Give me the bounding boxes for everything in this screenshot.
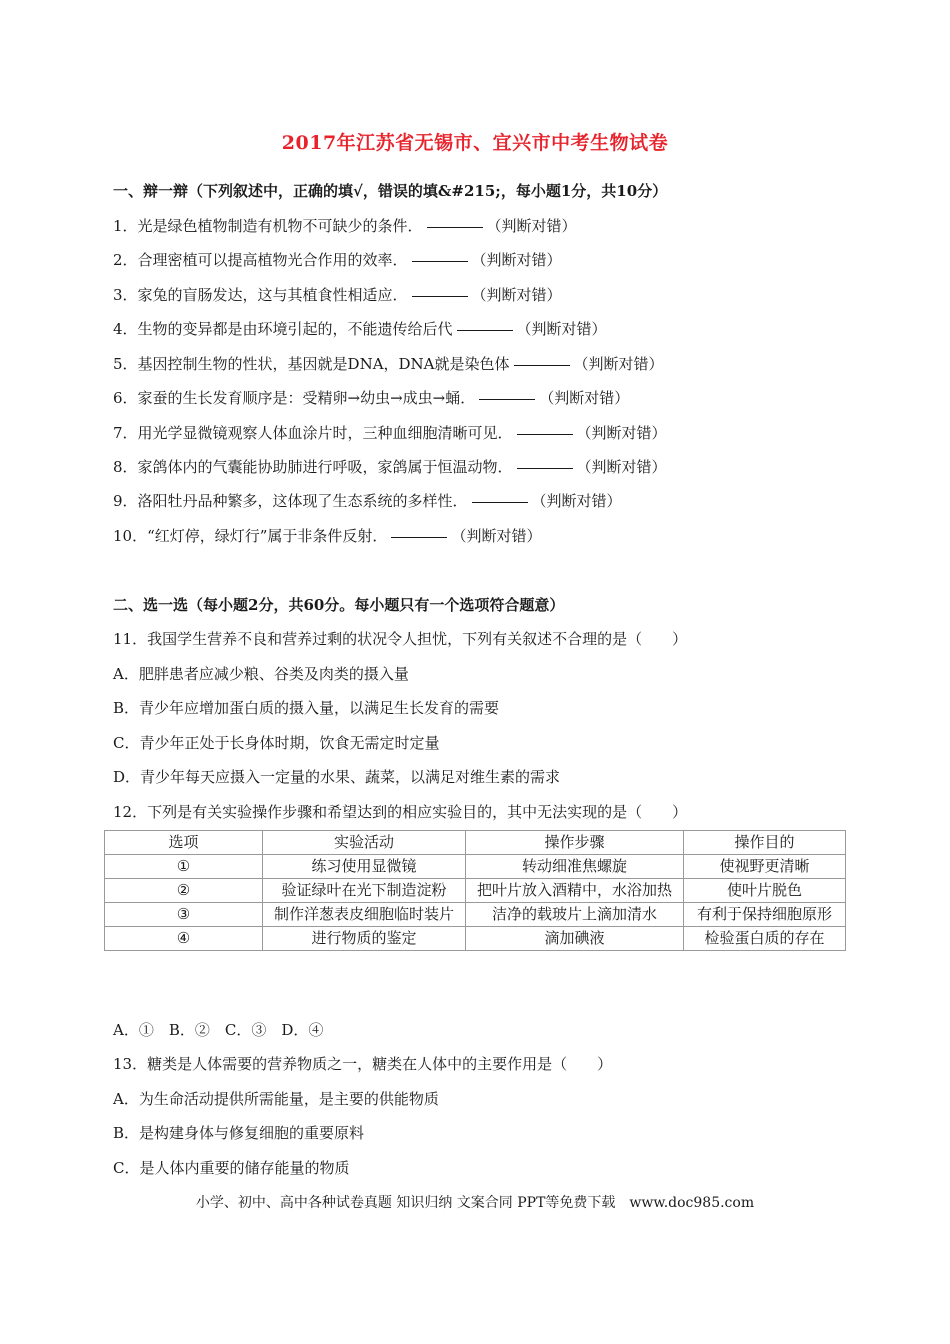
judge-question-3: 3．家兔的盲肠发达，这与其植食性相适应． （判断对错）: [113, 286, 562, 304]
q12-answer-options: A．① B．② C．③ D．④: [113, 1021, 324, 1039]
table-cell: ①: [105, 855, 263, 879]
table-cell: 检验蛋白质的存在: [684, 927, 846, 951]
table-row: [105, 903, 846, 927]
judge-question-6: 6．家蚕的生长发育顺序是：受精卵→幼虫→成虫→蛹． （判断对错）: [113, 389, 630, 407]
table-cell: 滴加碘液: [466, 927, 684, 951]
page-title: 2017年江苏省无锡市、宜兴市中考生物试卷: [281, 132, 669, 154]
q11-option-d: D．青少年每天应摄入一定量的水果、蔬菜，以满足对维生素的需求: [113, 768, 561, 786]
table-cell: 洁净的载玻片上滴加清水: [466, 903, 684, 927]
table-cell: 练习使用显微镜: [263, 855, 466, 879]
table-row: [105, 927, 846, 951]
table-cell: 有利于保持细胞原形: [684, 903, 846, 927]
table-cell: 把叶片放入酒精中，水浴加热: [466, 879, 684, 903]
table-row: [105, 855, 846, 879]
q11-option-c: C．青少年正处于长身体时期，饮食无需定时定量: [113, 734, 440, 752]
table-cell: 使视野更清晰: [684, 855, 846, 879]
table-row: [105, 879, 846, 903]
judge-question-1: 1．光是绿色植物制造有机物不可缺少的条件． （判断对错）: [113, 217, 577, 235]
q12-stem: 12．下列是有关实验操作步骤和希望达到的相应实验目的，其中无法实现的是（ ）: [113, 803, 688, 821]
table-header: 操作目的: [684, 831, 846, 855]
table-header: 操作步骤: [466, 831, 684, 855]
judge-question-4: 4．生物的变异都是由环境引起的，不能遗传给后代 （判断对错）: [113, 320, 607, 338]
table-cell: 转动细准焦螺旋: [466, 855, 684, 879]
table-cell: 使叶片脱色: [684, 879, 846, 903]
judge-question-9: 9．洛阳牡丹品种繁多，这体现了生态系统的多样性． （判断对错）: [113, 492, 622, 510]
judge-question-8: 8．家鸽体内的气囊能协助肺进行呼吸，家鸽属于恒温动物． （判断对错）: [113, 458, 667, 476]
q11-option-b: B．青少年应增加蛋白质的摄入量，以满足生长发育的需要: [113, 699, 500, 717]
page-footer: 小学、初中、高中各种试卷真题 知识归纳 文案合同 PPT等免费下载 www.doc985.com: [195, 1195, 755, 1211]
table-header: 实验活动: [263, 831, 466, 855]
table-cell: 进行物质的鉴定: [263, 927, 466, 951]
section2-heading: 二、选一选（每小题2分，共60分。每小题只有一个选项符合题意）: [113, 596, 565, 614]
q11-stem: 11．我国学生营养不良和营养过剩的状况令人担忧，下列有关叙述不合理的是（ ）: [113, 630, 688, 648]
judge-question-10: 10．“红灯停，绿灯行”属于非条件反射． （判断对错）: [113, 527, 542, 545]
table-cell: 制作洋葱表皮细胞临时装片: [263, 903, 466, 927]
table-header-row: [105, 831, 846, 855]
section1-heading: 一、辩一辩（下列叙述中，正确的填√，错误的填&#215;，每小题1分，共10分）: [113, 182, 668, 200]
q13-option-c: C．是人体内重要的储存能量的物质: [113, 1159, 350, 1177]
table-header: 选项: [105, 831, 263, 855]
table-cell: 验证绿叶在光下制造淀粉: [263, 879, 466, 903]
q12-table: [104, 830, 846, 951]
table-cell: ②: [105, 879, 263, 903]
q11-option-a: A．肥胖患者应减少粮、谷类及肉类的摄入量: [113, 665, 409, 683]
q13-stem: 13．糖类是人体需要的营养物质之一，糖类在人体中的主要作用是（ ）: [113, 1055, 613, 1073]
q13-option-a: A．为生命活动提供所需能量，是主要的供能物质: [113, 1090, 439, 1108]
table-cell: ③: [105, 903, 263, 927]
judge-question-2: 2．合理密植可以提高植物光合作用的效率． （判断对错）: [113, 251, 562, 269]
q13-option-b: B．是构建身体与修复细胞的重要原料: [113, 1124, 365, 1142]
judge-question-7: 7．用光学显微镜观察人体血涂片时，三种血细胞清晰可见． （判断对错）: [113, 424, 667, 442]
table-cell: ④: [105, 927, 263, 951]
judge-question-5: 5．基因控制生物的性状，基因就是DNA，DNA就是染色体 （判断对错）: [113, 355, 664, 373]
